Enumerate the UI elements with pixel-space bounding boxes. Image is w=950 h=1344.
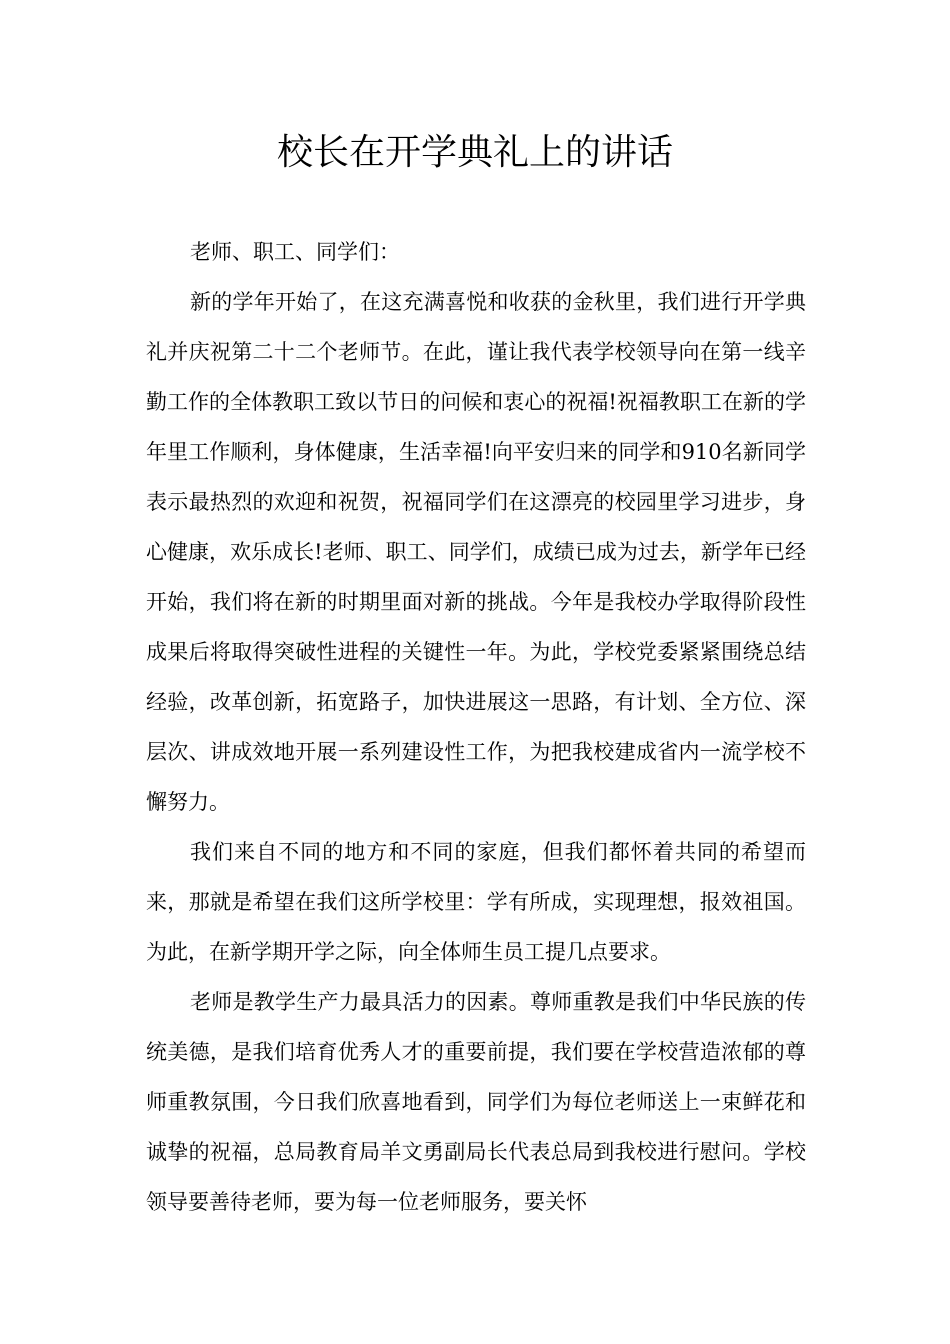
paragraph-2: 我们来自不同的地方和不同的家庭，但我们都怀着共同的希望而来，那就是希望在我们这所学校里：学有所成，实现理想，报效祖国。为此，在新学期开学之际，向全体师生员工提几点要求。 bbox=[146, 840, 806, 964]
salutation: 老师、职工、同学们： bbox=[190, 240, 400, 264]
document-title: 校长在开学典礼上的讲话 bbox=[276, 132, 673, 173]
paragraph-3: 老师是教学生产力最具活力的因素。尊师重教是我们中华民族的传统美德，是我们培育优秀人才的重要前提，我们要在学校营造浓郁的尊师重教氛围，今日我们欣喜地看到，同学们为每位老师送上一束鲜花和诚挚的祝福，总局教育局羊文勇副局长代表总局到我校进行慰问。学校领导要善待老师，要为每一位老师服务，要关怀 bbox=[146, 990, 806, 1214]
paragraph-1: 新的学年开始了，在这充满喜悦和收获的金秋里，我们进行开学典礼并庆祝第二十二个老师节。在此，谨让我代表学校领导向在第一线辛勤工作的全体教职工致以节日的问候和衷心的祝福!祝福教职工在新的学年里工作顺利，身体健康，生活幸福!向平安归来的同学和910名新同学表示最热烈的欢迎和祝贺，祝福同学们在这漂亮的校园里学习进步，身心健康，欢乐成长!老师、职工、同学们，成绩已成为过去，新学年已经开始，我们将在新的时期里面对新的挑战。今年是我校办学取得阶段性成果后将取得突破性进程的关键性一年。为此，学校党委紧紧围绕总结经验，改革创新，拓宽路子，加快进展这一思路，有计划、全方位、深层次、讲成效地开展一系列建设性工作，为把我校建成省内一流学校不懈努力。 bbox=[146, 290, 806, 814]
document-body bbox=[146, 227, 806, 1227]
